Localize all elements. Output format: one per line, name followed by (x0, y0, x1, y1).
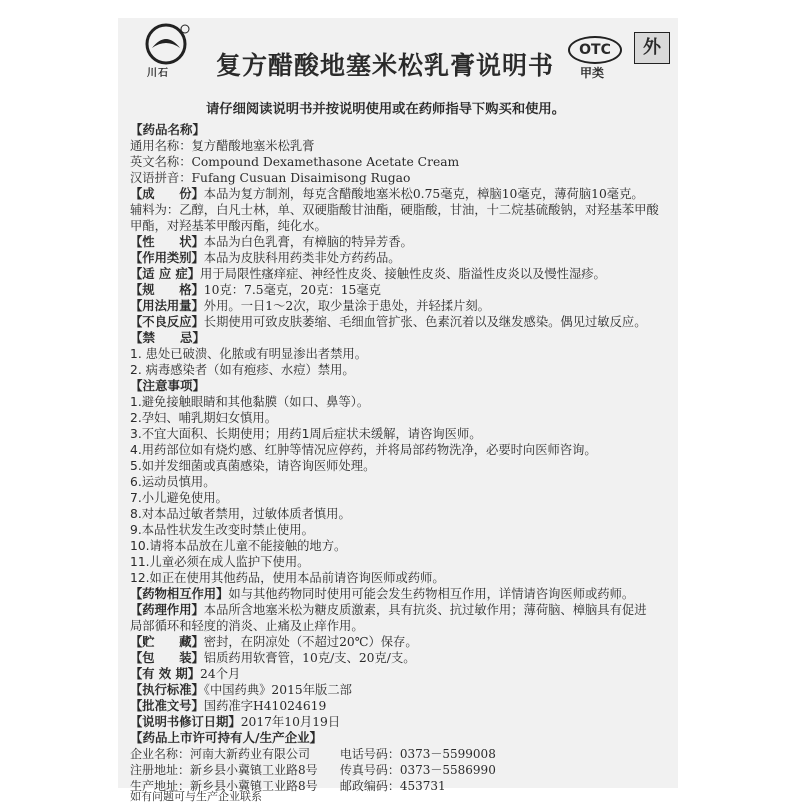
interactions-value: 如与其他药物同时使用可能会发生药物相互作用，详情请咨询医师或药师。 (228, 587, 635, 601)
phone-cell (340, 746, 496, 762)
storage-value: 密封，在阴凉处（不超过20℃）保存。 (203, 635, 418, 649)
usage-row (130, 298, 675, 314)
validity-value: 24个月 (200, 667, 241, 681)
contraindication-item: 1. 患处已破溃、化脓或有明显渗出者禁用。 (130, 347, 367, 361)
precaution-item: 8.对本品过敏者禁用，过敏体质者慎用。 (130, 507, 351, 521)
validity-row (130, 666, 675, 682)
pharmacology-line-2: 局部循环和轻度的消炎、止痛及止痒作用。 (130, 619, 364, 633)
prod-address-label: 生产地址： (130, 779, 191, 793)
postcode-label: 邮政编码： (339, 779, 400, 793)
prod-address-value: 新乡县小冀镇工业路8号 (190, 779, 318, 793)
precautions-heading: 【注意事项】 (130, 378, 206, 393)
approval-key: 【批准文号】 (130, 699, 204, 713)
reg-address-label: 注册地址： (130, 763, 191, 777)
interactions-row (130, 586, 675, 602)
specification-row (130, 282, 675, 298)
category-row (130, 250, 675, 266)
precaution-item: 2.孕妇、哺乳期妇女慎用。 (130, 411, 277, 425)
phone-label: 电话号码： (339, 747, 400, 761)
fax-cell (340, 762, 496, 778)
precaution-item: 11.儿童必须在成人监护下使用。 (130, 555, 310, 569)
indications-value: 用于局限性瘙痒症、神经性皮炎、接触性皮炎、脂溢性皮炎以及慢性湿疹。 (200, 267, 606, 281)
fax-label: 传真号码： (339, 763, 400, 777)
precaution-item: 10.请将本品放在儿童不能接触的地方。 (130, 539, 347, 553)
company-label: 企业名称： (130, 747, 191, 761)
storage-key: 【贮 藏】 (130, 635, 204, 649)
excipients-line-1: 辅料为：乙醇，白凡士林，单、双硬脂酸甘油酯，硬脂酸，甘油，十二烷基硫酸钠，对羟基苯甲酸 (130, 203, 659, 217)
generic-name-label: 通用名称： (130, 139, 192, 153)
standard-key: 【执行标准】 (130, 683, 204, 697)
specification-value: 10克：7.5毫克，20克：15毫克 (203, 283, 381, 297)
postcode-value: 453731 (399, 779, 446, 793)
postcode-cell (340, 778, 446, 794)
precaution-item: 6.运动员慎用。 (130, 475, 216, 489)
package-value: 铝质药用软膏管，10克/支、20克/支。 (203, 651, 416, 665)
precaution-item: 7.小儿避免使用。 (130, 491, 228, 505)
company-cell (130, 746, 336, 762)
composition-row (130, 186, 675, 202)
character-row (130, 234, 675, 250)
category-key: 【作用类别】 (130, 251, 204, 265)
pinyin-name-value: Fufang Cusuan Disaimisong Rugao (191, 171, 411, 185)
composition-value: 本品为复方制剂，每克含醋酸地塞米松0.75毫克，樟脑10毫克，薄荷脑10毫克。 (203, 187, 644, 201)
contact-note: 如有问题可与生产企业联系 (130, 790, 262, 803)
otc-badge: OTC (568, 36, 622, 64)
precaution-item: 12.如正在使用其他药品，使用本品前请咨询医师或药师。 (130, 571, 445, 585)
adverse-key: 【不良反应】 (130, 315, 204, 329)
precaution-item: 4.用药部位如有烧灼感、红肿等情况应停药，并将局部药物洗净，必要时向医师咨询。 (130, 443, 597, 457)
otc-class-label: 甲类 (580, 66, 605, 80)
validity-key: 【有 效 期】 (130, 667, 201, 681)
usage-value: 外用。一日1～2次，取少量涂于患处，并轻揉片刻。 (203, 299, 490, 313)
character-value: 本品为白色乳膏，有樟脑的特异芳香。 (203, 235, 413, 249)
english-name-value: Compound Dexamethasone Acetate Cream (191, 155, 460, 169)
holder-row-1 (130, 746, 650, 762)
revision-key: 【说明书修订日期】 (130, 715, 241, 729)
precaution-item: 5.如并发细菌或真菌感染，请咨询医师处理。 (130, 459, 376, 473)
holder-heading: 【药品上市许可持有人/生产企业】 (130, 730, 323, 745)
excipients-line-2: 甲酯，对羟基苯甲酸丙酯，纯化水。 (130, 219, 327, 233)
package-key: 【包 装】 (130, 651, 204, 665)
indications-key: 【适 应 症】 (130, 267, 201, 281)
interactions-key: 【药物相互作用】 (130, 587, 229, 601)
external-use-mark: 外 (634, 32, 670, 64)
adverse-row (130, 314, 675, 330)
precaution-item: 9.本品性状发生改变时禁止使用。 (130, 523, 314, 537)
generic-name-row (130, 138, 675, 154)
page-title: 复方醋酸地塞米松乳膏说明书 (216, 51, 555, 80)
revision-row (130, 714, 675, 730)
pharmacology-row (130, 602, 675, 618)
contraindication-item: 2. 病毒感染者（如有疱疹、水痘）禁用。 (130, 363, 355, 377)
pinyin-name-label: 汉语拼音： (130, 171, 192, 185)
generic-name-value: 复方醋酸地塞米松乳膏 (191, 139, 315, 153)
section-name-heading: 【药品名称】 (130, 122, 206, 137)
logo-text: 川石 (147, 68, 169, 79)
approval-value: 国药准字H41024619 (203, 699, 327, 713)
pharmacology-key: 【药理作用】 (130, 603, 204, 617)
company-value: 河南大新药业有限公司 (190, 747, 311, 761)
character-key: 【性 状】 (130, 235, 204, 249)
fax-value: 0373－5586990 (399, 763, 496, 777)
holder-row-2 (130, 762, 650, 778)
pharmacology-value: 本品所含地塞米松为糖皮质激素，具有抗炎、抗过敏作用；薄荷脑、樟脑具有促进 (203, 603, 647, 617)
category-value: 本品为皮肤科用药类非处方药药品。 (203, 251, 401, 265)
indications-row (130, 266, 675, 282)
revision-value: 2017年10月19日 (240, 715, 341, 729)
contraindications-heading: 【禁 忌】 (130, 330, 206, 345)
phone-value: 0373－5599008 (399, 747, 496, 761)
standard-value: 《中国药典》2015年版二部 (203, 683, 352, 697)
composition-key: 【成 份】 (130, 187, 204, 201)
precaution-item: 1.避免接触眼睛和其他黏膜（如口、鼻等）。 (130, 395, 370, 409)
precaution-item: 3.不宜大面积、长期使用；用药1周后症状未缓解，请咨询医师。 (130, 427, 482, 441)
specification-key: 【规 格】 (130, 283, 204, 297)
usage-notice: 请仔细阅读说明书并按说明使用或在药师指导下购买和使用。 (206, 102, 566, 117)
reg-address-value: 新乡县小冀镇工业路8号 (190, 763, 318, 777)
english-name-label: 英文名称： (130, 155, 192, 169)
usage-key: 【用法用量】 (130, 299, 204, 313)
storage-row (130, 634, 675, 650)
standard-row (130, 682, 675, 698)
pinyin-name-row (130, 170, 675, 186)
package-row (130, 650, 675, 666)
approval-row (130, 698, 675, 714)
adverse-value: 长期使用可致皮肤萎缩、毛细血管扩张、色素沉着以及继发感染。偶见过敏反应。 (203, 315, 647, 329)
english-name-row (130, 154, 675, 170)
reg-address-cell (130, 762, 336, 778)
